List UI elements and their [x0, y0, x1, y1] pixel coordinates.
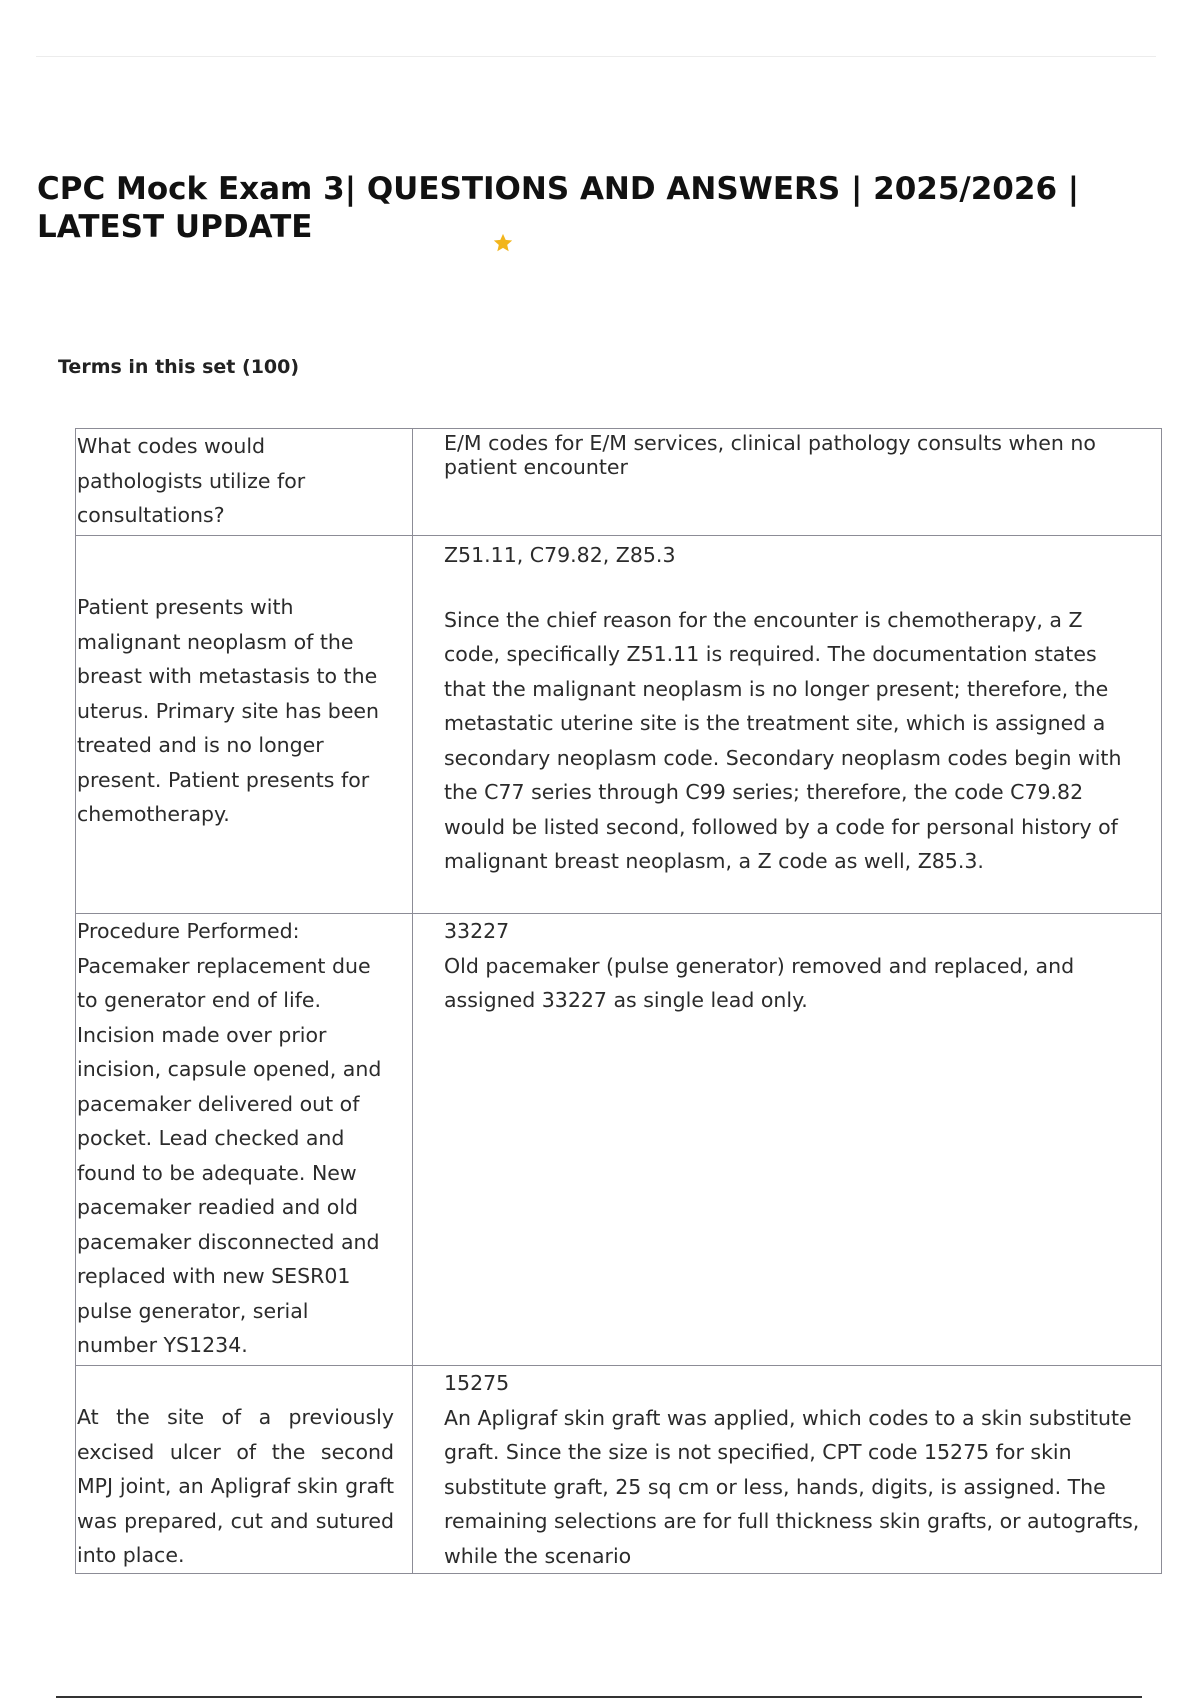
top-divider — [36, 56, 1156, 57]
term-cell — [76, 914, 413, 1366]
answer-code: 33227 — [444, 919, 510, 943]
definition-text: E/M codes for E/M services, clinical pathology consults when no patient encounter — [444, 431, 1096, 479]
definition-text: Old pacemaker (pulse generator) removed and replaced, and assigned 33227 as single lead only. — [444, 953, 1075, 1012]
term-text: At the site of a previously excised ulcer of the second MPJ joint, an Apligraf skin graft was prepared, cut and sutured into place. — [77, 1405, 394, 1567]
term-text: Patient presents with malignant neoplasm of the breast with metastasis to the uterus. Primary site has been treated and is no longer present. Patient presents for chemotherapy. — [77, 595, 380, 826]
terms-table — [75, 428, 1162, 1574]
table-row — [76, 1366, 1162, 1574]
bottom-divider — [56, 1696, 1142, 1698]
definition-cell — [413, 1366, 1162, 1574]
term-text: What codes would pathologists utilize for consultations? — [77, 434, 306, 527]
terms-count-label: Terms in this set (100) — [58, 356, 300, 378]
answer-code: Z51.11, C79.82, Z85.3 — [444, 543, 676, 567]
term-cell — [76, 429, 413, 536]
definition-text: Since the chief reason for the encounter is chemotherapy, a Z code, specifically Z51.11 is required. The documentation states that the malignant neoplasm is no longer present; therefore, the metastatic uterine site is the treatment site, which is assigned a secondary neoplasm code. Secondary neoplasm codes begin with the C77 series through C99 series; therefore, the code C79.82 would be listed second, followed by a code for personal history of malignant breast neoplasm, a Z code as well, Z85.3. — [444, 607, 1122, 873]
answer-code: 15275 — [444, 1371, 510, 1395]
definition-text: An Apligraf skin graft was applied, which codes to a skin substitute graft. Since the size is not specified, CPT code 15275 for skin substitute graft, 25 sq cm or less, hands, digits, is assigned. The remaining selections are for full thickness skin grafts, or autografts, while the scenario — [444, 1405, 1140, 1568]
term-cell — [76, 536, 413, 914]
table-row — [76, 914, 1162, 1366]
definition-cell — [413, 536, 1162, 914]
star-icon — [492, 232, 514, 254]
page-title: CPC Mock Exam 3| QUESTIONS AND ANSWERS | 2025/2026 | LATEST UPDATE — [37, 171, 1080, 245]
table-row — [76, 429, 1162, 536]
term-text: Procedure Performed: Pacemaker replacement due to generator end of life. Incision made over prior incision, capsule opened, and pacemaker delivered out of pocket. Lead checked and found to be adequate. New pacemaker readied and old pacemaker disconnected and replaced with new SESR01 pulse generator, serial number YS1234. — [77, 919, 382, 1357]
definition-cell — [413, 914, 1162, 1366]
definition-cell — [413, 429, 1162, 536]
table-row — [76, 536, 1162, 914]
term-cell — [76, 1366, 413, 1574]
